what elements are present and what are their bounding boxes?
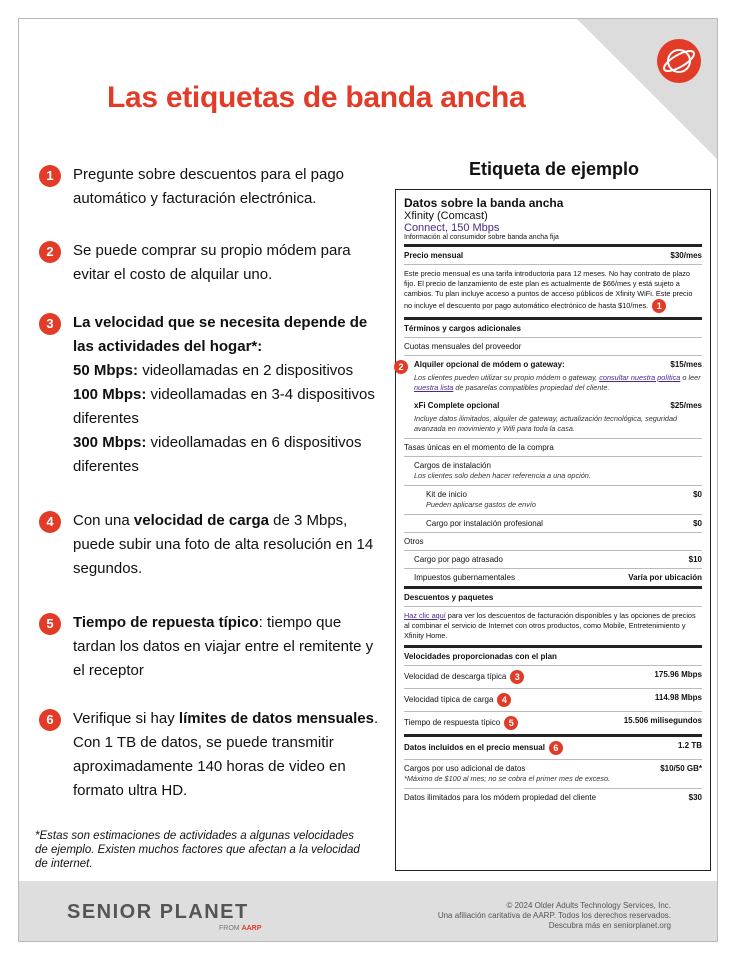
tip-5: 5 Tiempo de repuesta típico: tiempo que tardan los datos en viajar entre el remitente y el receptor (39, 611, 379, 683)
tip-number: 1 (39, 165, 61, 187)
document-frame (18, 18, 718, 942)
monthly-price-row: Precio mensual $30/mes (404, 251, 702, 260)
xfi-row: xFi Complete opcional $25/mes Incluye datos ilimitados, alquiler de gateway, actualización tecnológica, seguridad avanzada en movimiento y Wifi para toda la casa. (414, 401, 702, 433)
speed-item: 300 Mbps: videollamadas en 6 dispositivos diferentes (73, 434, 362, 475)
tip-4: 4 Con una velocidad de carga de 3 Mbps, puede subir una foto de alta resolución en 14 segundos. (39, 509, 379, 581)
discounts-link[interactable]: Haz clic aquí (404, 611, 446, 620)
page-title: Las etiquetas de banda ancha (107, 81, 526, 114)
from-aarp: FROM AARP (219, 925, 262, 932)
badge-3: 3 (510, 670, 524, 684)
modem-row: 2 Alquiler opcional de módem o gateway: $15/mes Los clientes pueden utilizar su propio módem o gateway, consultar nuestra política o leer nuestra lista de pasarelas compatibles propiedad del cliente. (404, 356, 702, 397)
data-included-row: Datos incluidos en el precio mensual 6 1.2 TB (404, 741, 702, 753)
latency-row: Tiempo de respuesta típico 5 15.506 milisegundos (404, 716, 702, 728)
provider-fees-row: Cuotas mensuales del proveedor (404, 342, 522, 351)
tip-number: 5 (39, 613, 61, 635)
tip-number: 4 (39, 511, 61, 533)
extra-data-row: Cargos por uso adicional de datos $10/50 GB* *Máximo de $100 al mes; no se cobra el primer mes de exceso. (404, 764, 702, 783)
tip-1 (39, 163, 379, 211)
senior-planet-brand: SENIOR PLANET (67, 901, 249, 923)
badge-1: 1 (652, 299, 666, 313)
label-heading: Etiqueta de ejemplo (468, 159, 640, 179)
discounts-desc: Haz clic aquí para ver los descuentos de facturación disponibles y las opciones de precios al combinar el servicio de Internet con otros productos, como Mobile, Entretenimiento y Xfinity Home. (404, 611, 696, 640)
tip-2 (39, 239, 379, 287)
footnote: *Estas son estimaciones de actividades a algunas velocidades de ejemplo. Existen muchos factores que afectan a la velocidad de internet. (35, 830, 360, 870)
badge-5: 5 (504, 716, 518, 730)
tip-3 (39, 311, 379, 479)
badge-6: 6 (549, 741, 563, 755)
tip-number: 2 (39, 241, 61, 263)
label-title: Datos sobre la banda ancha (404, 196, 564, 210)
speed-item: 50 Mbps: videollamadas en 2 dispositivos (73, 362, 354, 379)
terms-row: Términos y cargos adicionales (404, 324, 521, 333)
policy-link[interactable]: consultar nuestra política (599, 373, 681, 382)
others-row: Otros (404, 537, 424, 546)
senior-planet-logo-icon (657, 39, 701, 83)
upload-row: Velocidad típica de carga 4 114.98 Mbps (404, 693, 702, 705)
footer-info: © 2024 Older Adults Technology Services, Inc. Una afiliación caritativa de AARP. Todos los derechos reservados. Descubra más en seniorplanet.org (437, 901, 671, 930)
speeds-row: Velocidades proporcionadas con el plan (404, 652, 557, 661)
consumer-info: Información al consumidor sobre banda ancha fija (404, 234, 559, 241)
footer (19, 881, 718, 942)
tax-row: Impuestos gubernamentales Varía por ubicación (414, 573, 702, 582)
provider-name: Xfinity (Comcast) (404, 210, 488, 222)
tip-heading: La velocidad que se necesita depende de las actividades del hogar*: (73, 314, 368, 355)
pro-install-row: Cargo por instalación profesional $0 (426, 519, 702, 528)
monthly-desc: Este precio mensual es una tarifa introductoria para 12 meses. No hay contrato de plazo fijo. El precio de lanzamiento de este plan es actualmente de $66/mes y está sujeto a cambios. Tu plan incluye acceso a puntos de acceso públicos de Xfinity WiFi. Este precio no incluye el descuento por pago automático electrónico de hasta $10/mes. 1 (404, 269, 693, 311)
list-link[interactable]: nuestra lista (414, 383, 454, 392)
plan-name: Connect, 150 Mbps (404, 222, 500, 234)
unlimited-row: Datos ilimitados para los módem propiedad del cliente $30 (404, 793, 702, 802)
badge-2: 2 (394, 360, 408, 374)
download-row: Velocidad de descarga típica 3 175.96 Mbps (404, 670, 702, 682)
tip-number: 3 (39, 313, 61, 335)
speed-item: 100 Mbps: videollamadas en 3-4 dispositivos diferentes (73, 386, 375, 427)
tip-text: Se puede comprar su propio módem para evitar el costo de alquilar uno. (73, 242, 351, 283)
broadband-label (395, 189, 711, 871)
tip-6: 6 Verifique si hay límites de datos mensuales. Con 1 TB de datos, se puede transmitir aproximadamente 140 horas de video en formato ultra HD. (39, 707, 379, 803)
kit-row: Kit de inicio $0 Pueden aplicarse gastos de envío (426, 490, 702, 509)
install-row: Cargos de instalación Los clientes solo deben hacer referencia a una opción. (414, 461, 591, 480)
onetime-row: Tasas únicas en el momento de la compra (404, 443, 554, 452)
badge-4: 4 (497, 693, 511, 707)
discounts-row: Descuentos y paquetes (404, 593, 494, 602)
tip-number: 6 (39, 709, 61, 731)
late-fee-row: Cargo por pago atrasado $10 (414, 555, 702, 564)
tip-text: Pregunte sobre descuentos para el pago automático y facturación electrónica. (73, 166, 345, 207)
